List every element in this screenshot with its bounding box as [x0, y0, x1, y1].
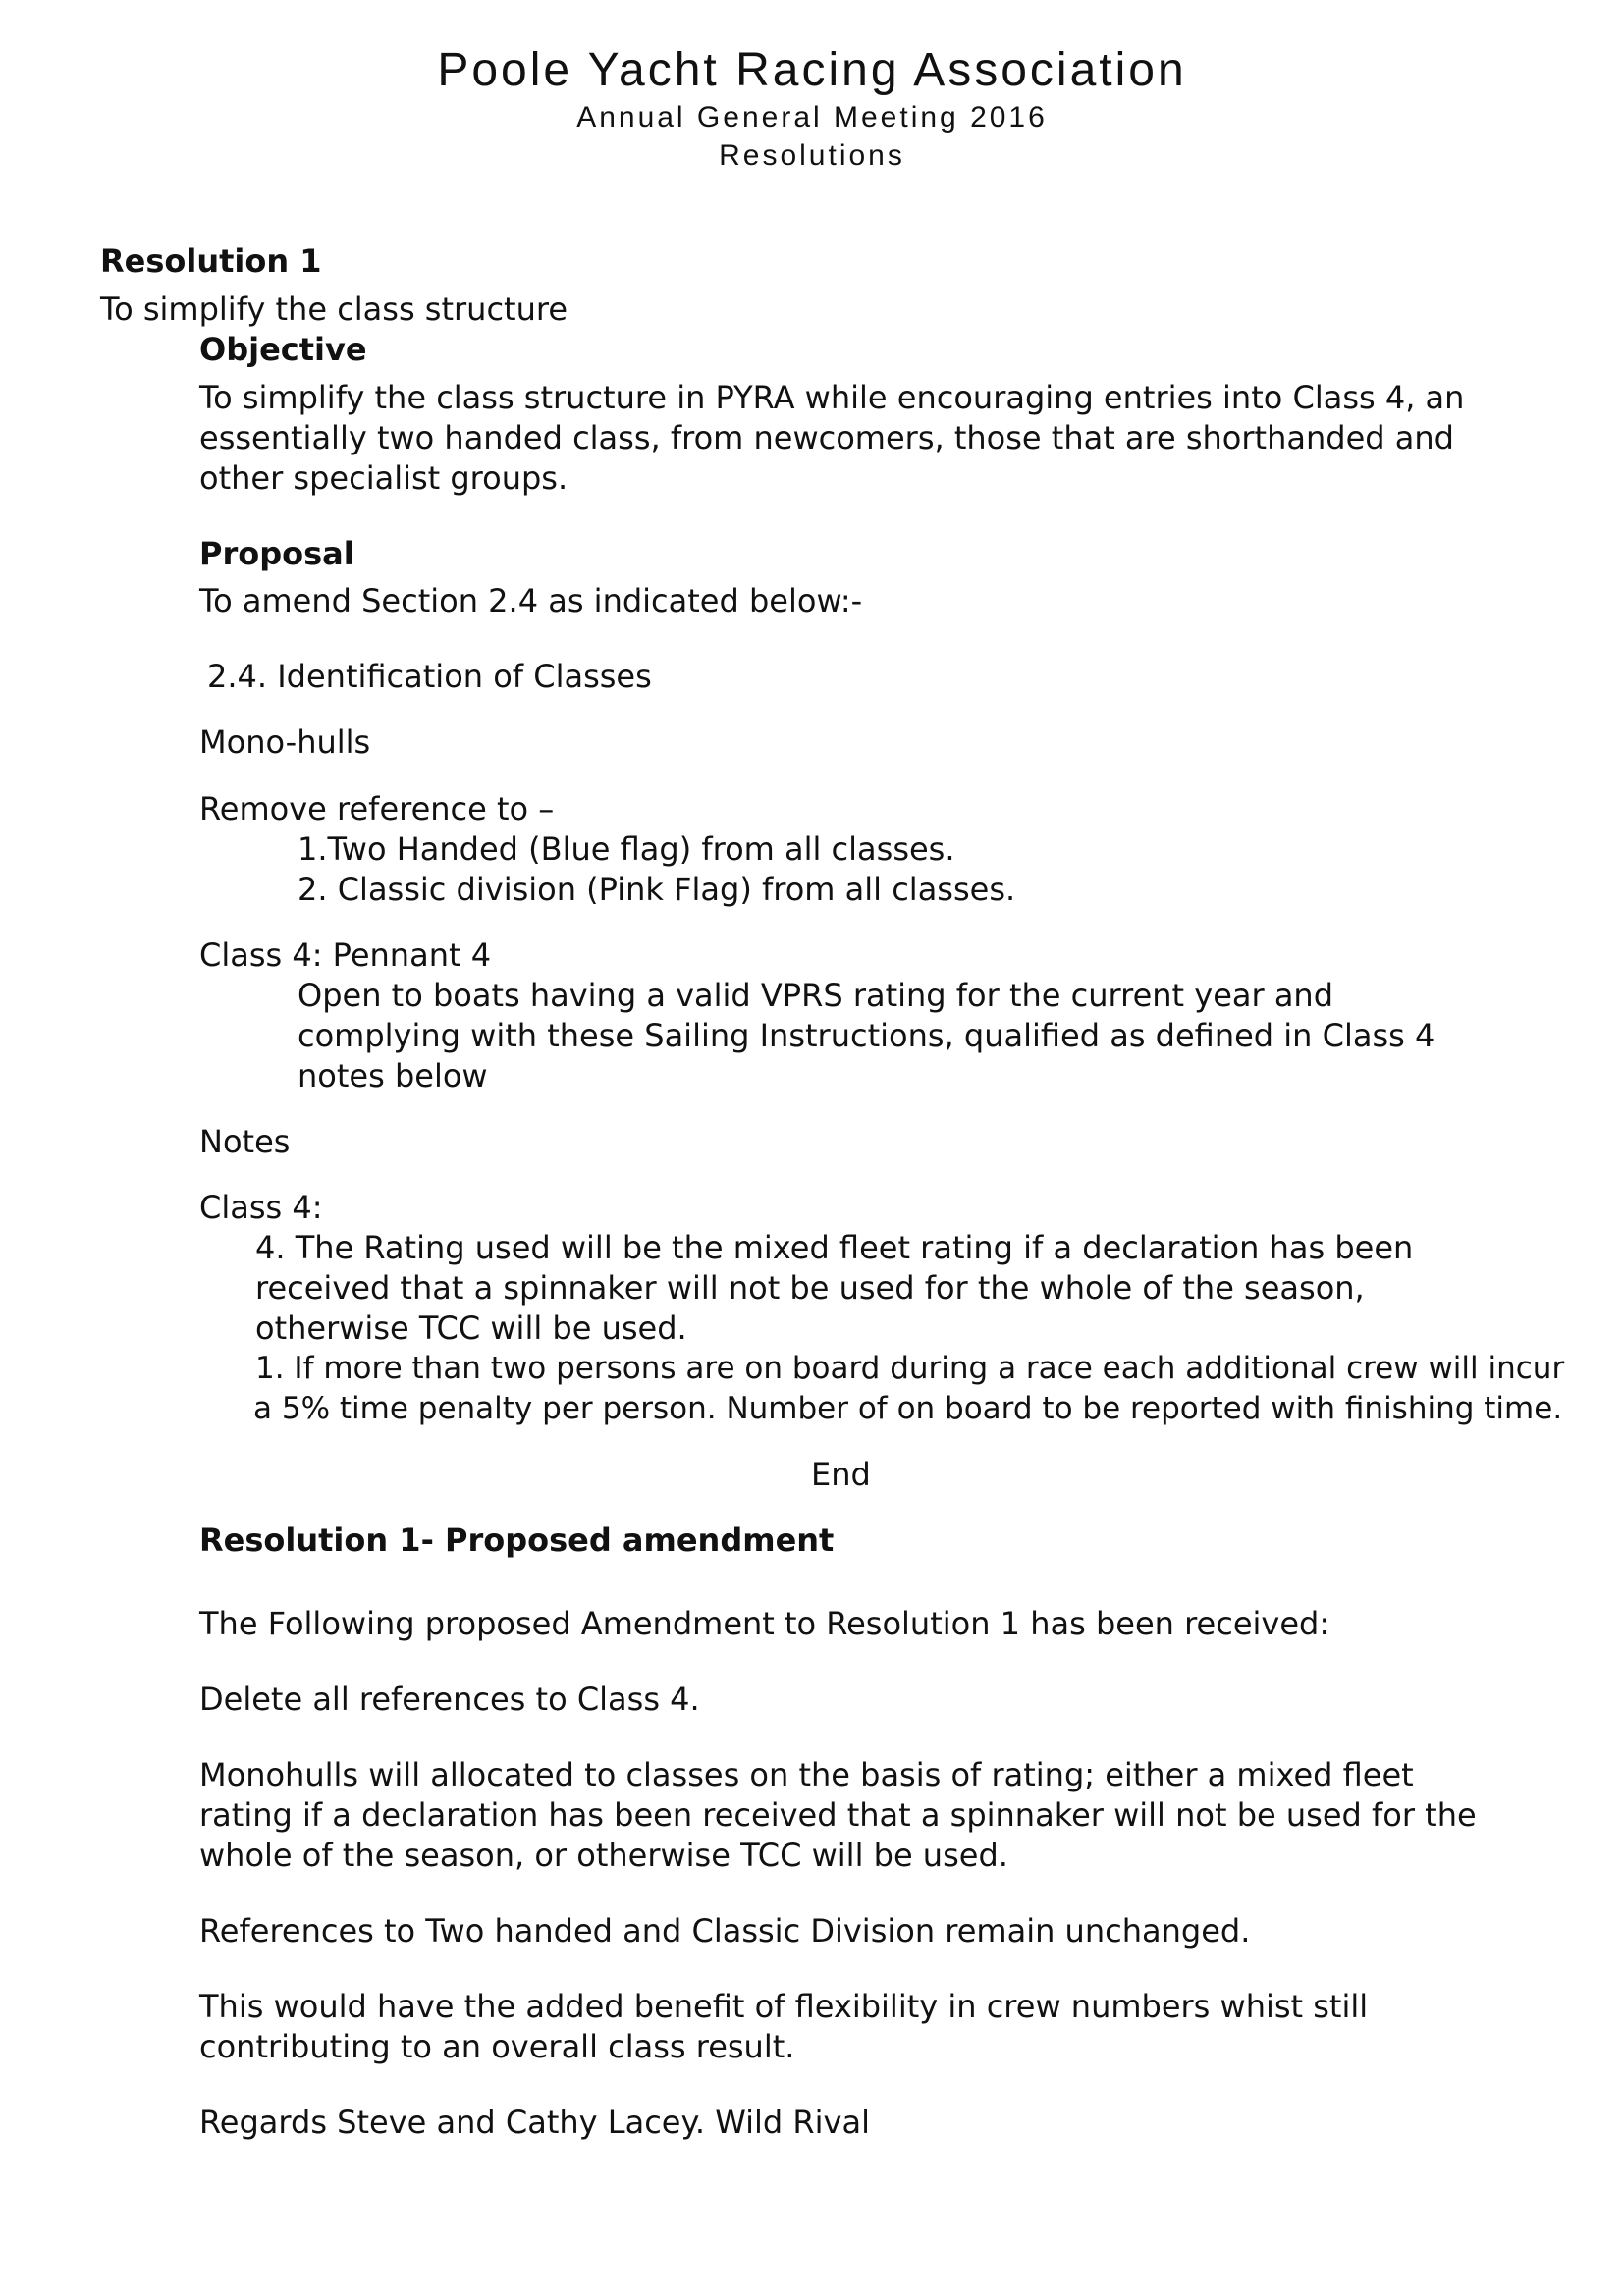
proposal-heading: Proposal [199, 535, 354, 572]
objective-line: To simplify the class structure in PYRA while encouraging entries into Class 4, an [199, 379, 1465, 416]
amendment-benefit-line: This would have the added benefit of flexibility in crew numbers whist still [199, 1988, 1369, 2025]
notes-line: otherwise TCC will be used. [255, 1309, 687, 1347]
proposal-text: To amend Section 2.4 as indicated below:- [199, 582, 863, 619]
notes-heading: Notes [199, 1123, 291, 1160]
remove-item: 2. Classic division (Pink Flag) from all classes. [298, 871, 1016, 908]
amendment-signoff: Regards Steve and Cathy Lacey. Wild Rival [199, 2104, 870, 2141]
resolution-heading: Resolution 1 [100, 242, 322, 280]
class4-line: notes below [298, 1057, 488, 1095]
amendment-intro: The Following proposed Amendment to Resolution 1 has been received: [199, 1605, 1330, 1642]
notes-line: received that a spinnaker will not be used for the whole of the season, [255, 1269, 1365, 1307]
section-title: 2.4. Identification of Classes [207, 658, 652, 695]
class4-line: complying with these Sailing Instructions, qualified as defined in Class 4 [298, 1017, 1435, 1054]
notes-class-label: Class 4: [199, 1189, 323, 1226]
document-section-title: Resolutions [719, 139, 905, 172]
objective-heading: Objective [199, 331, 367, 368]
amendment-benefit-line: contributing to an overall class result. [199, 2028, 795, 2065]
objective-line: other specialist groups. [199, 459, 568, 497]
document-title: Poole Yacht Racing Association [437, 44, 1187, 96]
end-marker: End [811, 1456, 871, 1493]
amendment-heading: Resolution 1- Proposed amendment [199, 1522, 835, 1559]
amendment-monohulls-line: rating if a declaration has been received that a spinnaker will not be used for the [199, 1796, 1477, 1834]
monohulls-label: Mono-hulls [199, 723, 371, 761]
notes-line: a 5% time penalty per person. Number of on board to be reported with finishing time. [253, 1391, 1563, 1426]
class4-title: Class 4: Pennant 4 [199, 936, 492, 974]
document-subtitle: Annual General Meeting 2016 [576, 101, 1048, 133]
class4-line: Open to boats having a valid VPRS rating for the current year and [298, 977, 1334, 1014]
objective-line: essentially two handed class, from newcomers, those that are shorthanded and [199, 419, 1454, 456]
amendment-monohulls-line: Monohulls will allocated to classes on the basis of rating; either a mixed fleet [199, 1756, 1414, 1793]
amendment-references: References to Two handed and Classic Division remain unchanged. [199, 1912, 1251, 1949]
amendment-delete: Delete all references to Class 4. [199, 1681, 700, 1718]
remove-item: 1.Two Handed (Blue flag) from all classes. [298, 830, 955, 868]
notes-line: 4. The Rating used will be the mixed fleet rating if a declaration has been [255, 1229, 1414, 1266]
resolution-summary: To simplify the class structure [100, 291, 568, 328]
remove-reference-label: Remove reference to – [199, 790, 555, 828]
notes-line: 1. If more than two persons are on board during a race each additional crew will incur [255, 1351, 1565, 1386]
amendment-monohulls-line: whole of the season, or otherwise TCC will be used. [199, 1837, 1008, 1874]
